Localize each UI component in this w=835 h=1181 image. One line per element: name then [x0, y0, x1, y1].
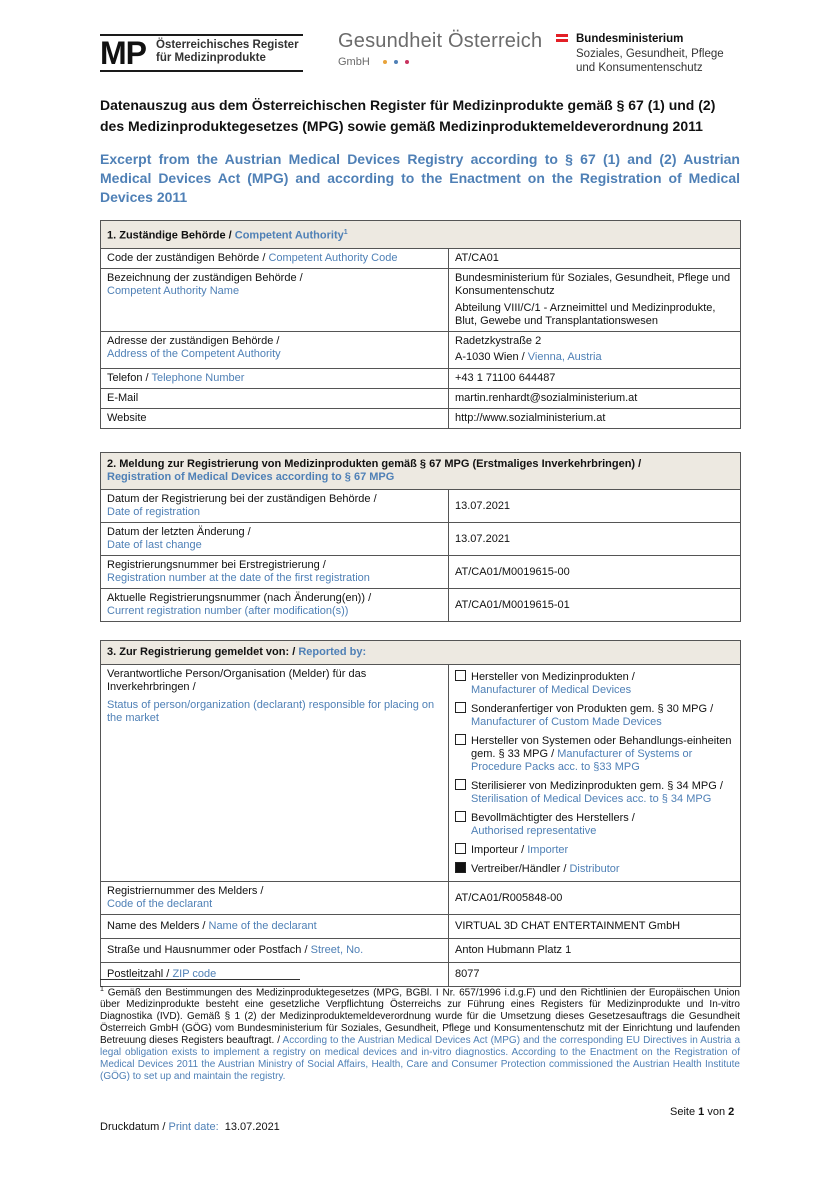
option-systems: Hersteller von Systemen oder Behandlungs-einheiten gem. § 33 MPG / Manufacturer of Systems or Procedure Packs acc. to §33 MPG [455, 734, 734, 774]
current-registration-number: AT/CA01/M0019615-01 [449, 589, 741, 622]
ministry-line1: Bundesministerium [576, 33, 684, 45]
goeg-dots-icon [383, 56, 416, 68]
print-date: Druckdatum / Print date: 13.07.2021 [100, 1121, 280, 1133]
table-row: Datum der Registrierung bei der zuständigen Behörde / Date of registration 13.07.2021 [101, 490, 741, 523]
option-custom-made: Sonderanfertiger von Produkten gem. § 30 MPG / Manufacturer of Custom Made Devices [455, 702, 734, 729]
mp-logo-line2: für Medizinprodukte [156, 52, 266, 64]
table-row: Telefon / Telephone Number +43 1 71100 644487 [101, 368, 741, 388]
page-number: Seite 1 von 2 [670, 1106, 735, 1118]
declarant-zip: 8077 [449, 963, 741, 987]
authority-name: Bundesministerium für Soziales, Gesundheit, Pflege und Konsumentenschutz Abteilung VIII/C/1 - Arzneimittel und Medizinprodukte, Blut, Gewebe und Transplantationswesen [449, 268, 741, 331]
checkbox-icon [455, 670, 466, 681]
ministry-line2: Soziales, Gesundheit, Pflege [576, 47, 724, 60]
authority-phone: +43 1 71100 644487 [449, 368, 741, 388]
table-row: Registriernummer des Melders / Code of the declarant AT/CA01/R005848-00 [101, 882, 741, 915]
authority-address: Radetzkystraße 2 A-1030 Wien / Vienna, Austria [449, 331, 741, 368]
section1-heading: 1. Zuständige Behörde / Competent Authority$^1$ [101, 221, 741, 249]
table-row: Registrierungsnummer bei Erstregistrierung / Registration number at the date of the first registration AT/CA01/M0019615-00 [101, 556, 741, 589]
checkbox-icon [455, 843, 466, 854]
option-sterilisation: Sterilisierer von Medizinprodukten gem. § 34 MPG / Sterilisation of Medical Devices acc. to § 34 MPG [455, 779, 734, 806]
declarant-status-label: Verantwortliche Person/Organisation (Melder) für das Inverkehrbringen / [107, 668, 367, 693]
option-authorised-rep: Bevollmächtigter des Herstellers / Authorised representative [455, 811, 734, 838]
checkbox-icon [455, 779, 466, 790]
mp-logo-letters: MP [100, 35, 146, 71]
ministry-logo [556, 32, 724, 76]
dot-icon [383, 60, 387, 64]
goeg-logo [338, 30, 542, 68]
dot-icon [394, 60, 398, 64]
table-row: Name des Melders / Name of the declarant VIRTUAL 3D CHAT ENTERTAINMENT GmbH [101, 915, 741, 939]
section2-heading: 2. Meldung zur Registrierung von Medizinprodukten gemäß § 67 MPG (Erstmaliges Inverkehrbringen) / Registration of Medical Devices according to § 67 MPG [101, 453, 741, 490]
registration-date: 13.07.2021 [449, 490, 741, 523]
authority-website: http://www.sozialministerium.at [449, 408, 741, 428]
goeg-name: Gesundheit Österreich [338, 30, 543, 52]
checkbox-icon [455, 734, 466, 745]
declarant-code: AT/CA01/R005848-00 [449, 882, 741, 915]
checkbox-checked-icon [455, 862, 466, 873]
footnote: $^1$ Gemäß den Bestimmungen des Medizinproduktegesetzes (MPG, BGBl. I Nr. 657/1996 i.d.g.F) und den Richtlinien der Europäischen Union über Medizinprodukte besteht eine gesetzliche Verpflichtung Österreichs zur Führung eines Registers für Medizinprodukte und In-vitro Diagnostika (IVD). Gemäß § 1 (2) der Medizinproduktemeldeverordnung wurde für die Umsetzung dieses Gesetzesauftrags die Gesundheit Österreich GmbH (GÖG) vom Bundesministerium für Soziales, Gesundheit, Pflege und Konsumentenschutz mit der Einrichtung und laufenden Betreuung dieses Registers beauftragt. / According to the Austrian Medical Devices Act (MPG) and the corresponding EU Directives in Austria a legal obligation exists to implement a registry on medical devices and in-vitro diagnostics. According to the Enactment on the Registration of Medical Devices 2011 the Austrian Ministry of Social Affairs, Health, Care and Consumer Protection commissioned the Austrian Health Institute (GÖG) to set up and maintain the registry. [100, 986, 741, 1083]
dot-icon [405, 60, 409, 64]
table-row: Website http://www.sozialministerium.at [101, 408, 741, 428]
table-row: Straße und Hausnummer oder Postfach / Street, No. Anton Hubmann Platz 1 [101, 939, 741, 963]
declarant-name: VIRTUAL 3D CHAT ENTERTAINMENT GmbH [449, 915, 741, 939]
ministry-line3: und Konsumentenschutz [576, 62, 703, 74]
declarant-table [100, 640, 741, 987]
table-row: Postleitzahl / ZIP code 8077 [101, 963, 741, 987]
declarant-street: Anton Hubmann Platz 1 [449, 939, 741, 963]
mp-logo-line1: Österreichisches Register [156, 39, 299, 51]
authority-email: martin.renhardt@sozialministerium.at [449, 388, 741, 408]
austrian-flag-icon [556, 34, 568, 42]
option-distributor: Vertreiber/Händler / Distributor [455, 862, 734, 876]
mp-register-logo [100, 34, 303, 72]
document-title-en: Excerpt from the Austrian Medical Devices Registry according to § 67 (1) and (2) Austrian Medical Devices Act (MPG) and according to the Enactment on the Registration of Medical Devices 2011 [100, 151, 740, 205]
document-title-de: Datenauszug aus dem Österreichischen Register für Medizinprodukte gemäß § 67 (1) und (2) des Medizinproduktegesetzes (MPG) sowie gemäß Medizinproduktemeldeverordnung 2011 [100, 97, 716, 134]
goeg-sub: GmbH [338, 56, 370, 68]
page-header [100, 30, 740, 80]
mp-logo-text [156, 39, 299, 65]
table-row: Datum der letzten Änderung / Date of last change 13.07.2021 [101, 523, 741, 556]
table-row: E-Mail martin.renhardt@sozialministerium.at [101, 388, 741, 408]
option-importer: Importeur / Importer [455, 843, 734, 857]
table-row: Aktuelle Registrierungsnummer (nach Änderung(en)) / Current registration number (after modification(s)) AT/CA01/M0019615-01 [101, 589, 741, 622]
competent-authority-table [100, 220, 741, 429]
option-manufacturer: Hersteller von Medizinprodukten / Manufacturer of Medical Devices [455, 670, 734, 697]
section3-heading: 3. Zur Registrierung gemeldet von: / Reported by: [101, 641, 741, 665]
table-row: Code der zuständigen Behörde / Competent Authority Code AT/CA01 [101, 248, 741, 268]
footnote-divider [100, 979, 300, 980]
table-row: Bezeichnung der zuständigen Behörde / Competent Authority Name Bundesministerium für Soziales, Gesundheit, Pflege und Konsumentenschutz Abteilung VIII/C/1 - Arzneimittel und Medizinprodukte, Blut, Gewebe und Transplantationswesen [101, 268, 741, 331]
table-row: Adresse der zuständigen Behörde / Address of the Competent Authority Radetzkystraße 2 A-1030 Wien / Vienna, Austria [101, 331, 741, 368]
authority-code: AT/CA01 [449, 248, 741, 268]
registration-table [100, 452, 741, 622]
declarant-status-options [449, 665, 741, 882]
checkbox-icon [455, 811, 466, 822]
table-row: Verantwortliche Person/Organisation (Melder) für das Inverkehrbringen / Status of person/organization (declarant) responsible for placing on the market Hersteller von Medizinprodukten / Manufacturer of Medical Devices Sonderanfertiger von Produkten gem. § 30 MPG / Manufacturer of Custom Made Devices Hersteller von Systemen oder Behandlungs-einheiten gem. § 33 MPG / Manufacturer of Systems or Procedure Packs acc. to §33 MPG Sterilisierer von Medizinprodukten gem. § 34 MPG / Sterilisation of Medical Devices acc. to § 34 MPG Bevollmächtigter des Herstellers / Authorised representative Importeur / Importer Vertreiber/Händler / Distributor [101, 665, 741, 882]
checkbox-icon [455, 702, 466, 713]
last-change-date: 13.07.2021 [449, 523, 741, 556]
first-registration-number: AT/CA01/M0019615-00 [449, 556, 741, 589]
